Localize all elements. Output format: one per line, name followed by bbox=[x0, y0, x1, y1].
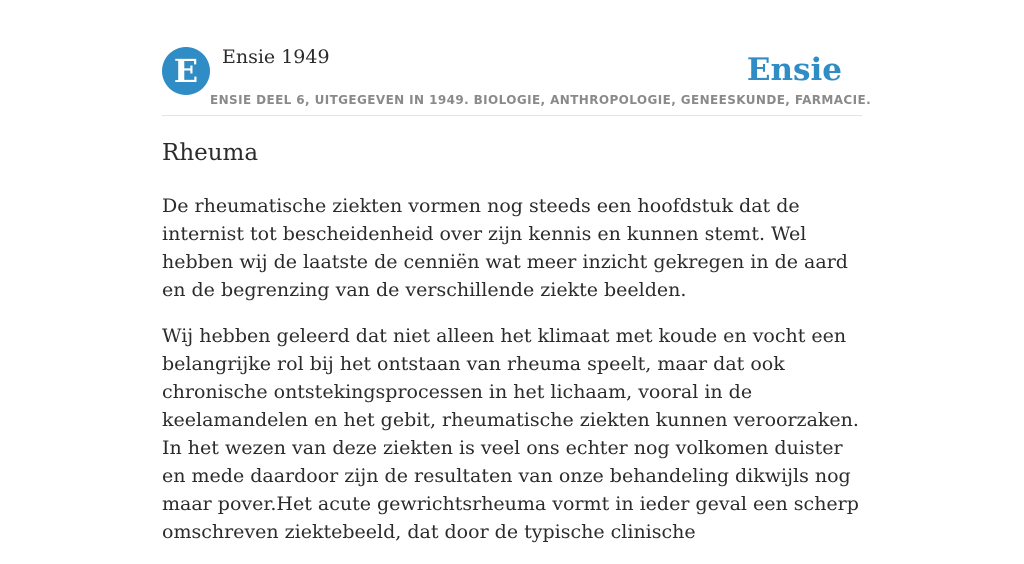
article-title: Rheuma bbox=[162, 140, 259, 166]
article-paragraph: Wij hebben geleerd dat niet alleen het klimaat met koude en vocht een belangrijke rol bij het ontstaan van rheuma speelt, maar dat ook chronische ontstekingsprocessen in het lichaam, vooral in de keelamandelen en het gebit, rheumatische ziekten kunnen veroorzaken. In het wezen van deze ziekten is veel ons echter nog volkomen duister en mede daardoor zijn de resultaten van onze behandeling dikwijls nog maar pover.Het acute gewrichtsrheuma vormt in ieder geval een scherp omschreven ziektebeeld, dat door de typische clinische bbox=[162, 325, 859, 543]
article-body bbox=[162, 192, 862, 564]
page-container bbox=[162, 0, 872, 543]
header bbox=[162, 0, 872, 116]
ensie-logo-icon[interactable]: E bbox=[162, 47, 210, 95]
article-paragraph: De rheumatische ziekten vormen nog steeds een hoofdstuk dat de internist tot bescheidenheid over zijn kennis en kunnen stemt. Wel hebben wij de laatste de cenniën wat meer inzicht gekregen in de aard en de begrenzing van de verschillende ziekte beelden. bbox=[162, 195, 848, 301]
book-subtitle: ENSIE DEEL 6, UITGEGEVEN IN 1949. BIOLOGIE, ANTHROPOLOGIE, GENEESKUNDE, FARMACIE. bbox=[210, 93, 872, 107]
book-title[interactable]: Ensie 1949 bbox=[222, 46, 330, 68]
brand-link[interactable]: Ensie bbox=[746, 52, 842, 88]
